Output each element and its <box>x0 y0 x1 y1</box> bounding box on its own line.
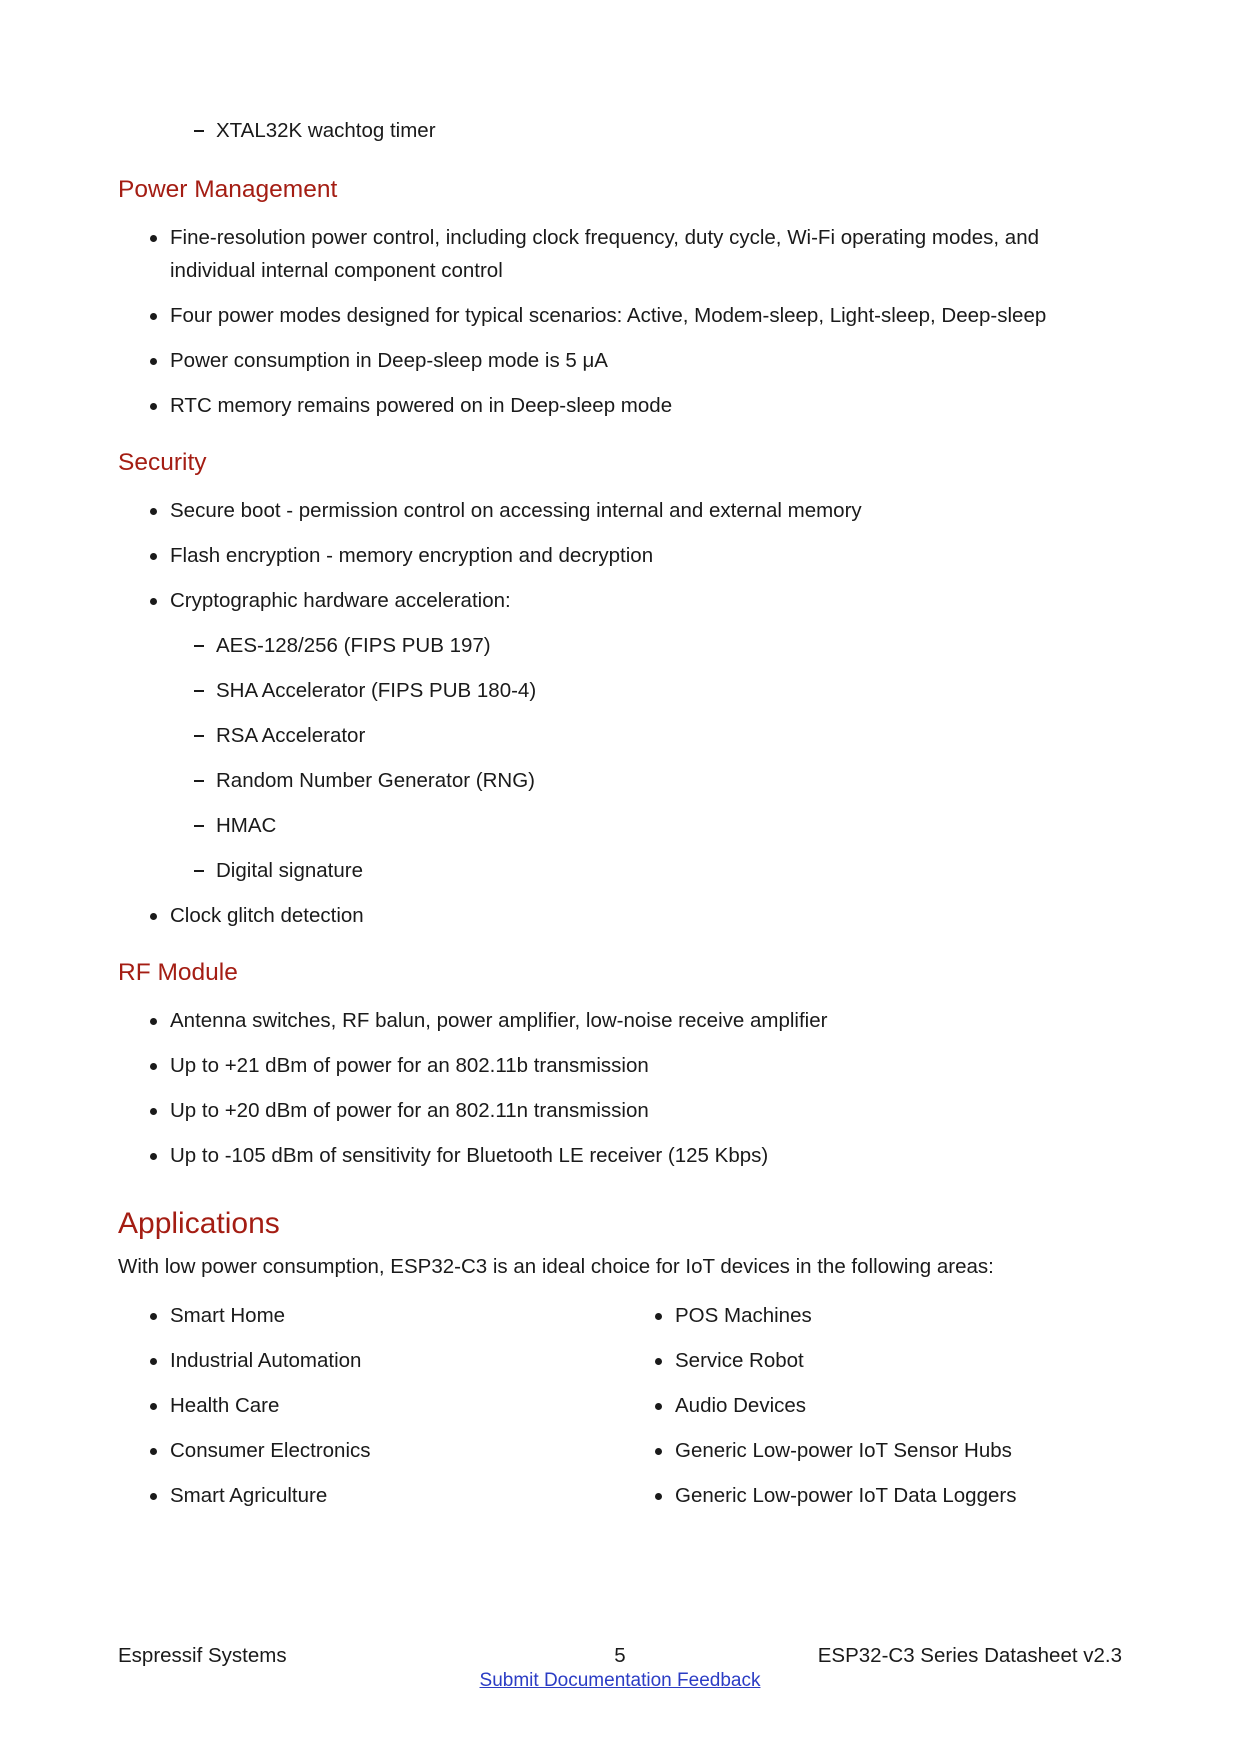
applications-columns <box>118 1299 1128 1524</box>
section-heading-applications: Applications <box>118 1207 280 1240</box>
bullet <box>150 1358 157 1365</box>
list-item: Antenna switches, RF balun, power amplifier, low-noise receive amplifier <box>118 1004 1128 1037</box>
bullet <box>655 1448 662 1455</box>
list-item: Audio Devices <box>623 1389 1128 1422</box>
bullet <box>150 1313 157 1320</box>
dash-bullet <box>194 825 204 827</box>
bullet <box>150 913 157 920</box>
submit-feedback-link[interactable]: Submit Documentation Feedback <box>479 1670 761 1691</box>
list-item: Service Robot <box>623 1344 1128 1377</box>
list-item: Health Care <box>118 1389 623 1422</box>
bullet <box>655 1493 662 1500</box>
section-heading-rf-module: RF Module <box>118 959 238 986</box>
dash-bullet <box>194 780 204 782</box>
bullet <box>150 403 157 410</box>
security-list <box>118 494 1128 932</box>
applications-right-list <box>623 1299 1128 1524</box>
list-item: Smart Home <box>118 1299 623 1332</box>
footer-link-row <box>118 1670 1122 1692</box>
dash-bullet <box>194 870 204 872</box>
list-item: POS Machines <box>623 1299 1128 1332</box>
sub-list-item: Random Number Generator (RNG) <box>118 764 1128 797</box>
footer-company: Espressif Systems <box>118 1644 287 1667</box>
bullet <box>150 553 157 560</box>
bullet <box>150 1018 157 1025</box>
page-content <box>118 114 1128 1524</box>
list-item: Consumer Electronics <box>118 1434 623 1467</box>
list-item: Clock glitch detection <box>118 899 1128 932</box>
list-item: Generic Low-power IoT Sensor Hubs <box>623 1434 1128 1467</box>
footer-page-number: 5 <box>614 1644 626 1667</box>
list-item: Smart Agriculture <box>118 1479 623 1512</box>
section-heading-power-management: Power Management <box>118 176 338 203</box>
applications-intro: With low power consumption, ESP32-C3 is an ideal choice for IoT devices in the following areas: <box>118 1255 994 1278</box>
bullet <box>150 508 157 515</box>
bullet <box>150 235 157 242</box>
bullet <box>150 1153 157 1160</box>
list-item: Industrial Automation <box>118 1344 623 1377</box>
list-item: Flash encryption - memory encryption and decryption <box>118 539 1128 572</box>
list-item: Fine-resolution power control, including clock frequency, duty cycle, Wi-Fi operating modes, and individual internal component control <box>118 221 1128 287</box>
list-item: RTC memory remains powered on in Deep-sleep mode <box>118 389 1128 422</box>
list-item: Power consumption in Deep-sleep mode is 5 μA <box>118 344 1128 377</box>
bullet <box>150 1108 157 1115</box>
bullet <box>655 1403 662 1410</box>
footer-doc-title: ESP32-C3 Series Datasheet v2.3 <box>817 1644 1122 1667</box>
power-management-list <box>118 221 1128 422</box>
bullet <box>150 313 157 320</box>
dash-bullet <box>194 735 204 737</box>
bullet <box>150 1063 157 1070</box>
bullet <box>150 358 157 365</box>
bullet <box>150 1493 157 1500</box>
bullet <box>150 1403 157 1410</box>
list-item: Up to -105 dBm of sensitivity for Bluetooth LE receiver (125 Kbps) <box>118 1139 1128 1172</box>
list-item: Cryptographic hardware acceleration: <box>118 584 1128 617</box>
list-item: Up to +21 dBm of power for an 802.11b transmission <box>118 1049 1128 1082</box>
bullet <box>655 1313 662 1320</box>
sub-list-item: HMAC <box>118 809 1128 842</box>
applications-left-list <box>118 1299 623 1524</box>
section-heading-security: Security <box>118 449 207 476</box>
dash-bullet <box>194 690 204 692</box>
list-item: Secure boot - permission control on accessing internal and external memory <box>118 494 1128 527</box>
page-footer <box>118 1644 1122 1704</box>
continued-sublist <box>118 114 1128 147</box>
dash-bullet <box>194 130 204 132</box>
sub-list-item: AES-128/256 (FIPS PUB 197) <box>118 629 1128 662</box>
list-item: Generic Low-power IoT Data Loggers <box>623 1479 1128 1512</box>
rf-module-list <box>118 1004 1128 1172</box>
list-item: Up to +20 dBm of power for an 802.11n transmission <box>118 1094 1128 1127</box>
bullet <box>150 598 157 605</box>
bullet <box>150 1448 157 1455</box>
sub-list-item: SHA Accelerator (FIPS PUB 180-4) <box>118 674 1128 707</box>
sub-list-item: Digital signature <box>118 854 1128 887</box>
dash-bullet <box>194 645 204 647</box>
bullet <box>655 1358 662 1365</box>
sub-list-item: RSA Accelerator <box>118 719 1128 752</box>
list-item: XTAL32K wachtog timer <box>118 114 1128 147</box>
list-item: Four power modes designed for typical scenarios: Active, Modem-sleep, Light-sleep, Deep-sleep <box>118 299 1128 332</box>
